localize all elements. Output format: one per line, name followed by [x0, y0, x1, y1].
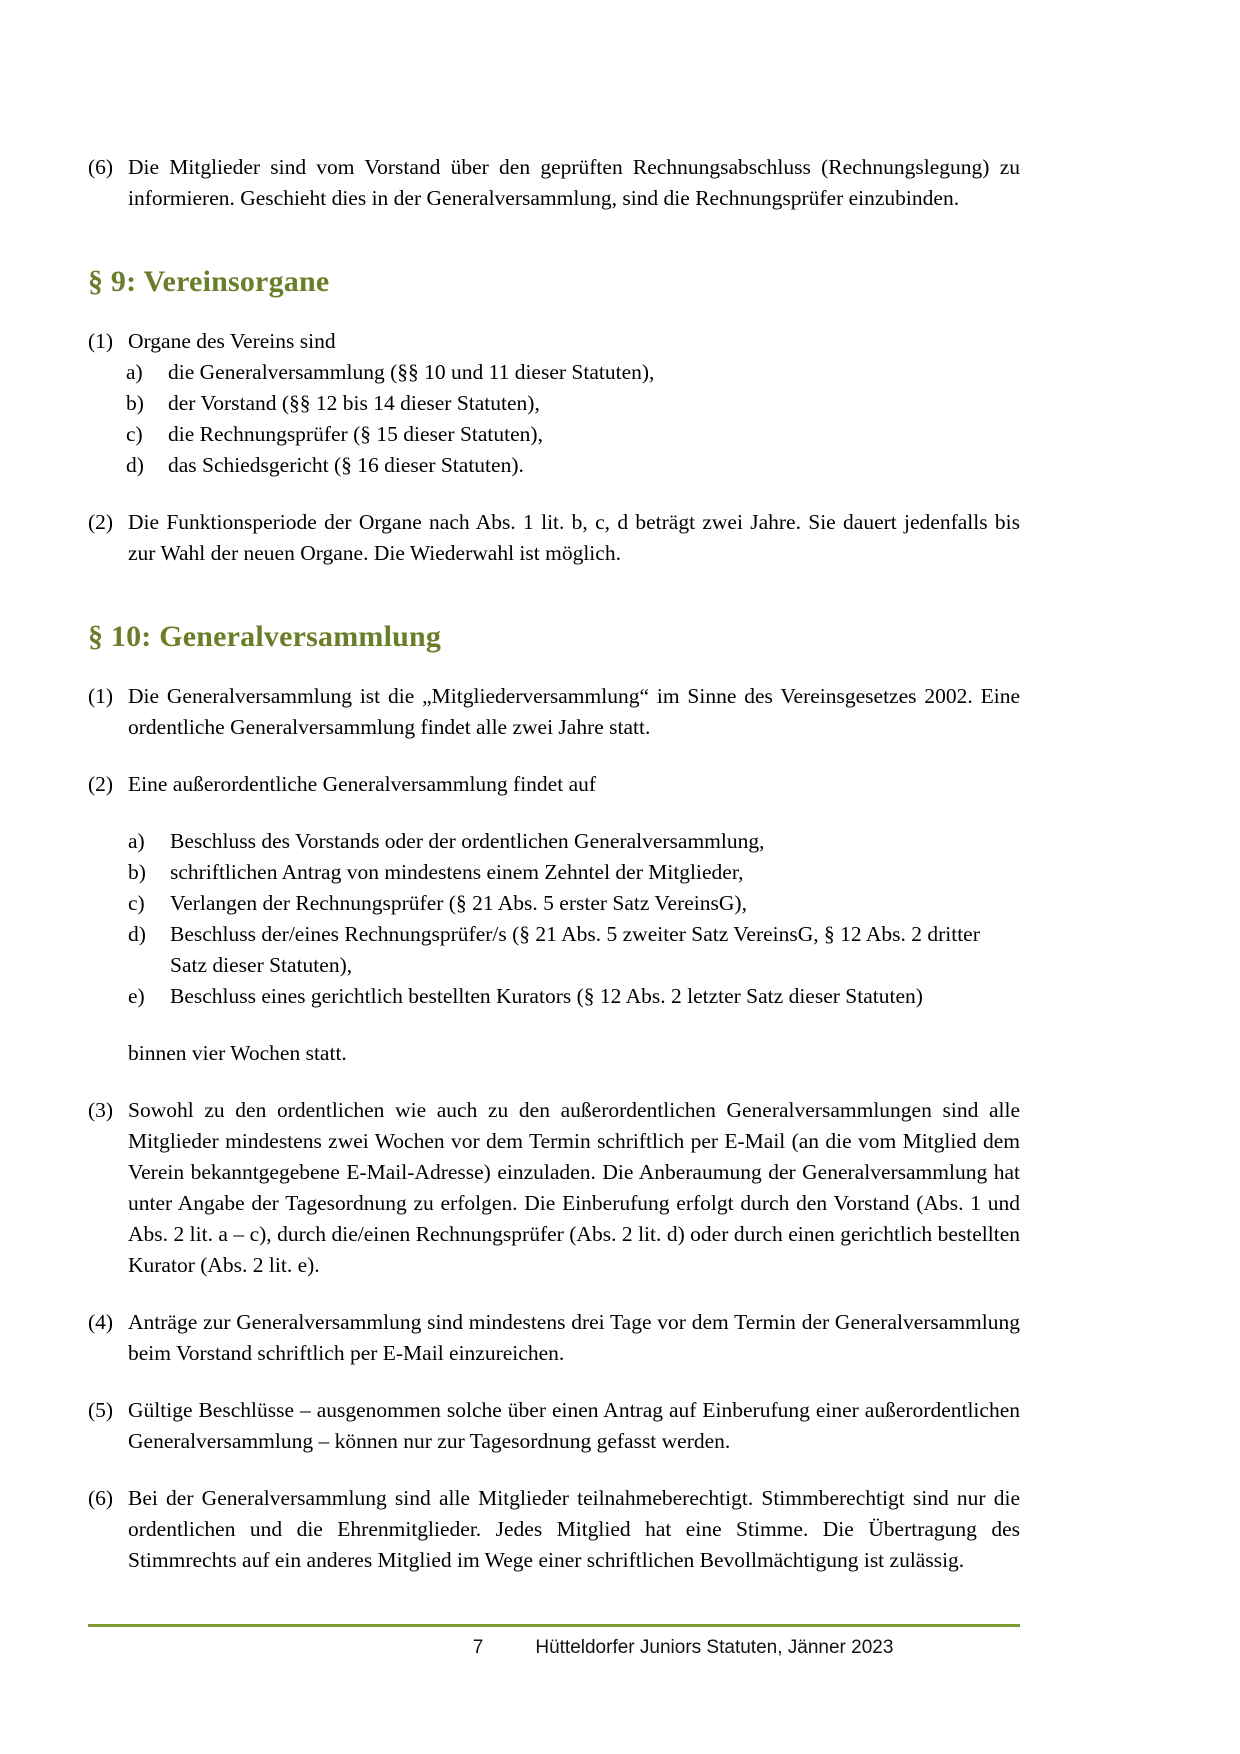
paragraph-10-5 — [88, 1395, 1020, 1457]
list-item — [88, 450, 1020, 481]
spacer — [88, 1069, 1020, 1095]
document-body — [88, 152, 1020, 1576]
list-item — [88, 826, 1020, 857]
paragraph-marker: (2) — [88, 772, 114, 796]
list-item-text: die Generalversammlung (§§ 10 und 11 dieser Statuten), — [168, 360, 655, 384]
paragraph-marker: (3) — [88, 1098, 114, 1122]
paragraph-text: Die Generalversammlung ist die „Mitgliederversammlung“ im Sinne des Vereinsgesetzes 2002. Eine ordentliche Generalversammlung findet alle zwei Jahre statt. — [128, 684, 1020, 739]
list-item-text: Beschluss eines gerichtlich bestellten Kurators (§ 12 Abs. 2 letzter Satz dieser Statuten) — [170, 984, 923, 1008]
footer-row — [88, 1637, 1020, 1659]
footer-divider — [88, 1624, 1020, 1627]
paragraph-marker: (6) — [88, 1486, 114, 1510]
paragraph-text: Sowohl zu den ordentlichen wie auch zu den außerordentlichen Generalversammlungen sind alle Mitglieder mindestens zwei Wochen vor dem Termin schriftlich per E-Mail (an die vom Mitglied dem Verein bekanntgegebene E-Mail-Adresse) einzuladen. Die Anberaumung der Generalversammlung hat unter Angabe der Tagesordnung zu erfolgen. Die Einberufung erfolgt durch den Vorstand (Abs. 1 und Abs. 2 lit. a – c), durch die/einen Rechnungsprüfer (Abs. 2 lit. d) oder durch einen gerichtlich bestellten Kurator (Abs. 2 lit. e). — [128, 1098, 1020, 1277]
paragraph-10-4 — [88, 1307, 1020, 1369]
list-item-text: schriftlichen Antrag von mindestens einem Zehntel der Mitglieder, — [170, 860, 744, 884]
list-item — [88, 357, 1020, 388]
spacer — [88, 743, 1020, 769]
section-heading-10: § 10: Generalversammlung — [88, 620, 442, 653]
paragraph-marker: (2) — [88, 510, 114, 534]
paragraph-10-1 — [88, 681, 1020, 743]
list-10-2 — [88, 826, 1020, 1012]
list-item-text: Beschluss der/eines Rechnungsprüfer/s (§ 21 Abs. 5 zweiter Satz VereinsG, § 12 Abs. 2 dritter Satz dieser Statuten), — [170, 922, 980, 977]
spacer — [88, 1281, 1020, 1307]
list-marker: a) — [126, 360, 143, 384]
list-item-text: die Rechnungsprüfer (§ 15 dieser Statuten), — [168, 422, 543, 446]
list-marker: c) — [126, 422, 143, 446]
list-item — [88, 919, 1020, 981]
list-marker: d) — [126, 453, 144, 477]
paragraph-marker: (1) — [88, 329, 114, 353]
paragraph-10-2-closing: binnen vier Wochen statt. — [128, 1041, 347, 1065]
spacer — [88, 800, 1020, 826]
list-marker: a) — [128, 829, 145, 853]
list-marker: b) — [126, 391, 144, 415]
paragraph-10-6 — [88, 1483, 1020, 1576]
list-item — [88, 888, 1020, 919]
list-item-text: Verlangen der Rechnungsprüfer (§ 21 Abs. 5 erster Satz VereinsG), — [170, 891, 747, 915]
paragraph-text: Eine außerordentliche Generalversammlung findet auf — [128, 772, 597, 796]
paragraph-text: Die Mitglieder sind vom Vorstand über den geprüften Rechnungsabschluss (Rechnungslegung) zu informieren. Geschieht dies in der Generalversammlung, sind die Rechnungsprüfer einzubinden. — [128, 155, 1020, 210]
list-9-1 — [88, 357, 1020, 481]
list-marker: b) — [128, 860, 146, 884]
paragraph-text: Anträge zur Generalversammlung sind mindestens drei Tage vor dem Termin der Generalversammlung beim Vorstand schriftlich per E-Mail einzureichen. — [128, 1310, 1020, 1365]
spacer — [88, 1457, 1020, 1483]
page-number: 7 — [472, 1637, 484, 1658]
section-heading-9: § 9: Vereinsorgane — [88, 265, 330, 298]
paragraph-marker: (1) — [88, 684, 114, 708]
spacer — [88, 1012, 1020, 1038]
list-item-text: der Vorstand (§§ 12 bis 14 dieser Statuten), — [168, 391, 540, 415]
list-item-text: das Schiedsgericht (§ 16 dieser Statuten). — [168, 453, 524, 477]
spacer — [88, 481, 1020, 507]
spacer — [88, 655, 1020, 681]
paragraph-marker: (5) — [88, 1398, 114, 1422]
spacer — [88, 569, 1020, 619]
list-marker: d) — [128, 922, 146, 946]
paragraph-9-1 — [88, 326, 1020, 357]
paragraph-carryover-6 — [88, 152, 1020, 214]
list-item — [88, 857, 1020, 888]
list-marker: e) — [128, 984, 145, 1008]
list-item — [88, 388, 1020, 419]
paragraph-marker: (4) — [88, 1310, 114, 1334]
page-footer — [88, 1624, 1020, 1659]
spacer — [88, 300, 1020, 326]
paragraph-9-2 — [88, 507, 1020, 569]
paragraph-10-3 — [88, 1095, 1020, 1281]
list-item-text: Beschluss des Vorstands oder der ordentlichen Generalversammlung, — [170, 829, 765, 853]
list-item — [88, 419, 1020, 450]
footer-document-title: Hütteldorfer Juniors Statuten, Jänner 2023 — [535, 1637, 894, 1658]
paragraph-10-2 — [88, 769, 1020, 800]
paragraph-text: Gültige Beschlüsse – ausgenommen solche über einen Antrag auf Einberufung einer außerordentlichen Generalversammlung – können nur zur Tagesordnung gefasst werden. — [128, 1398, 1020, 1453]
paragraph-text: Die Funktionsperiode der Organe nach Abs. 1 lit. b, c, d beträgt zwei Jahre. Sie dauert jedenfalls bis zur Wahl der neuen Organe. Die Wiederwahl ist möglich. — [128, 510, 1020, 565]
list-marker: c) — [128, 891, 145, 915]
spacer — [88, 214, 1020, 264]
paragraph-marker: (6) — [88, 155, 114, 179]
list-item — [88, 981, 1020, 1012]
paragraph-text: Bei der Generalversammlung sind alle Mitglieder teilnahmeberechtigt. Stimmberechtigt sind nur die ordentlichen und die Ehrenmitglieder. Jedes Mitglied hat eine Stimme. Die Übertragung des Stimmrechts auf ein anderes Mitglied im Wege einer schriftlichen Bevollmächtigung ist zulässig. — [128, 1486, 1020, 1572]
spacer — [88, 1369, 1020, 1395]
paragraph-text: Organe des Vereins sind — [128, 329, 336, 353]
